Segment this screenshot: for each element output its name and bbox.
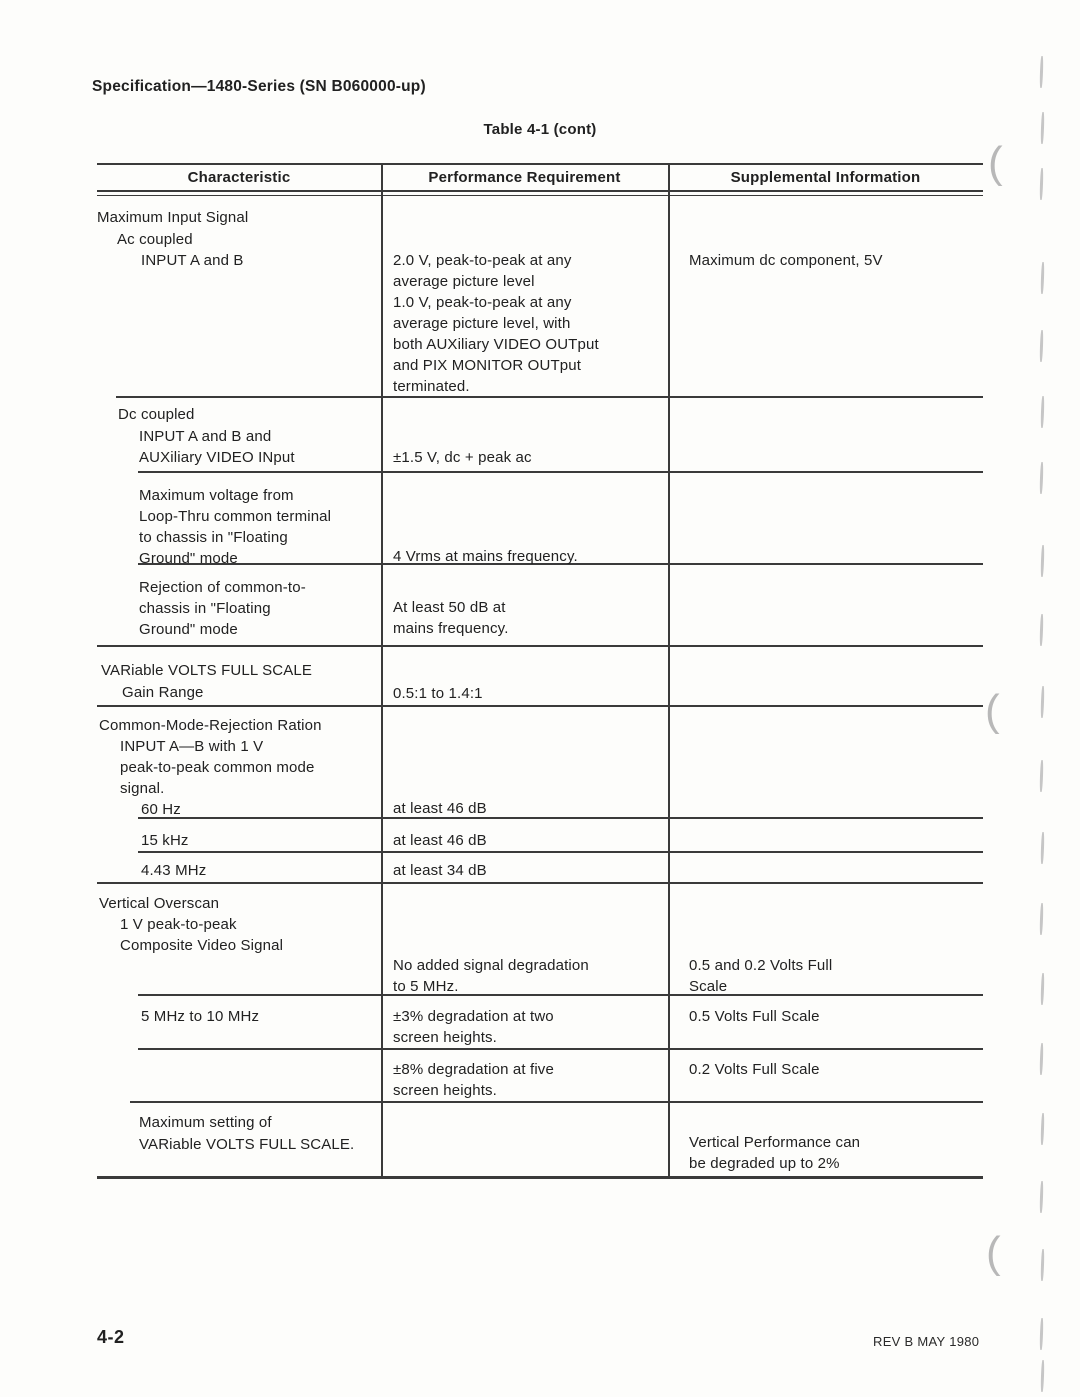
scan-artifact: ( — [985, 686, 1000, 735]
characteristic-text: 4.43 MHz — [141, 862, 207, 879]
scan-artifact — [1039, 330, 1043, 362]
page-number: 4-2 — [97, 1327, 125, 1347]
characteristic-text: Rejection of common-to- — [139, 579, 306, 596]
scan-artifact — [1039, 1181, 1043, 1213]
row-separator — [97, 645, 983, 647]
characteristic-text: Ac coupled — [117, 231, 193, 248]
performance-text: and PIX MONITOR OUTput — [393, 357, 582, 374]
scan-artifact: ( — [988, 138, 1003, 187]
performance-text: 0.5:1 to 1.4:1 — [393, 685, 483, 702]
column-header-performance: Performance Requirement — [428, 169, 621, 186]
characteristic-text: Maximum Input Signal — [97, 209, 249, 226]
scan-artifact — [1039, 760, 1043, 792]
characteristic-text: 5 MHz to 10 MHz — [141, 1008, 260, 1025]
performance-text: average picture level, with — [393, 315, 571, 332]
characteristic-text: VARiable VOLTS FULL SCALE — [101, 662, 313, 679]
performance-text: at least 34 dB — [393, 862, 487, 879]
scan-artifact: ( — [986, 1228, 1001, 1277]
performance-text: ±1.5 V, dc + peak ac — [393, 449, 532, 466]
row-separator — [138, 851, 983, 853]
characteristic-text: Maximum voltage from — [139, 487, 294, 504]
performance-text: 4 Vrms at mains frequency. — [393, 548, 578, 565]
characteristic-text: Loop-Thru common terminal — [139, 508, 332, 525]
row-separator — [138, 994, 983, 996]
characteristic-text: Dc coupled — [118, 406, 195, 423]
characteristic-text: 15 kHz — [141, 832, 189, 849]
row-separator — [116, 396, 983, 398]
scan-artifact — [1039, 1318, 1043, 1350]
column-divider-1 — [381, 163, 383, 1179]
characteristic-text: peak-to-peak common mode — [120, 759, 315, 776]
scan-artifact — [1039, 1043, 1043, 1075]
characteristic-text: INPUT A and B and — [139, 428, 272, 445]
supplemental-text: Maximum dc component, 5V — [689, 252, 883, 269]
performance-text: to 5 MHz. — [393, 978, 459, 995]
performance-text: screen heights. — [393, 1029, 497, 1046]
performance-text: ±3% degradation at two — [393, 1008, 554, 1025]
revision-label: REV B MAY 1980 — [873, 1334, 980, 1349]
characteristic-text: VARiable VOLTS FULL SCALE. — [139, 1136, 355, 1153]
header-double-rule-1 — [97, 190, 983, 192]
scan-artifact — [1039, 462, 1043, 494]
column-header-supplemental: Supplemental Information — [730, 169, 921, 186]
scan-artifact — [1039, 168, 1043, 200]
performance-text: both AUXiliary VIDEO OUTput — [393, 336, 599, 353]
scan-artifact — [1040, 1249, 1044, 1281]
header-double-rule-2 — [97, 195, 983, 197]
scan-artifact — [1039, 56, 1043, 88]
column-header-characteristic: Characteristic — [187, 169, 291, 186]
row-separator — [138, 1048, 983, 1050]
scan-artifact — [1040, 1113, 1044, 1145]
supplemental-text: 0.2 Volts Full Scale — [689, 1061, 820, 1078]
table-top-border — [97, 163, 983, 165]
characteristic-text: Maximum setting of — [139, 1114, 272, 1131]
scan-artifact — [1040, 832, 1044, 864]
column-divider-2 — [668, 163, 670, 1179]
row-separator — [138, 471, 983, 473]
doc-header: Specification—1480-Series (SN B060000-up) — [92, 78, 426, 95]
supplemental-text: 0.5 Volts Full Scale — [689, 1008, 820, 1025]
table-title: Table 4-1 (cont) — [483, 121, 597, 138]
performance-text: average picture level — [393, 273, 535, 290]
characteristic-text: AUXiliary VIDEO INput — [139, 449, 295, 466]
characteristic-text: signal. — [120, 780, 165, 797]
characteristic-text: Vertical Overscan — [99, 895, 220, 912]
performance-text: 2.0 V, peak-to-peak at any — [393, 252, 572, 269]
scan-artifact — [1039, 903, 1043, 935]
characteristic-text: chassis in "Floating — [139, 600, 271, 617]
performance-text: At least 50 dB at — [393, 599, 506, 616]
performance-text: ±8% degradation at five — [393, 1061, 554, 1078]
scan-artifact — [1040, 545, 1044, 577]
performance-text: terminated. — [393, 378, 470, 395]
row-separator — [138, 817, 983, 819]
table-bottom-border — [97, 1176, 983, 1179]
scan-artifact — [1039, 614, 1043, 646]
performance-text: at least 46 dB — [393, 800, 487, 817]
characteristic-text: to chassis in "Floating — [139, 529, 288, 546]
performance-text: screen heights. — [393, 1082, 497, 1099]
characteristic-text: Common-Mode-Rejection Ration — [99, 717, 322, 734]
performance-text: at least 46 dB — [393, 832, 487, 849]
characteristic-text: Composite Video Signal — [120, 937, 284, 954]
performance-text: mains frequency. — [393, 620, 509, 637]
scan-artifact — [1040, 686, 1044, 718]
performance-text: 1.0 V, peak-to-peak at any — [393, 294, 572, 311]
scan-artifact — [1040, 112, 1044, 144]
characteristic-text: INPUT A—B with 1 V — [120, 738, 264, 755]
row-separator — [97, 705, 983, 707]
supplemental-text: Scale — [689, 978, 728, 995]
performance-text: No added signal degradation — [393, 957, 589, 974]
scan-artifact — [1040, 396, 1044, 428]
scan-artifact — [1040, 262, 1044, 294]
supplemental-text: be degraded up to 2% — [689, 1155, 840, 1172]
row-separator — [97, 882, 983, 884]
characteristic-text: INPUT A and B — [141, 252, 244, 269]
characteristic-text: Ground" mode — [139, 550, 238, 567]
supplemental-text: 0.5 and 0.2 Volts Full — [689, 957, 833, 974]
characteristic-text: Gain Range — [122, 684, 204, 701]
characteristic-text: 1 V peak-to-peak — [120, 916, 237, 933]
scan-artifact — [1040, 1360, 1044, 1392]
row-separator — [130, 1101, 983, 1103]
supplemental-text: Vertical Performance can — [689, 1134, 861, 1151]
characteristic-text: Ground" mode — [139, 621, 238, 638]
scan-artifact — [1040, 973, 1044, 1005]
characteristic-text: 60 Hz — [141, 801, 181, 818]
